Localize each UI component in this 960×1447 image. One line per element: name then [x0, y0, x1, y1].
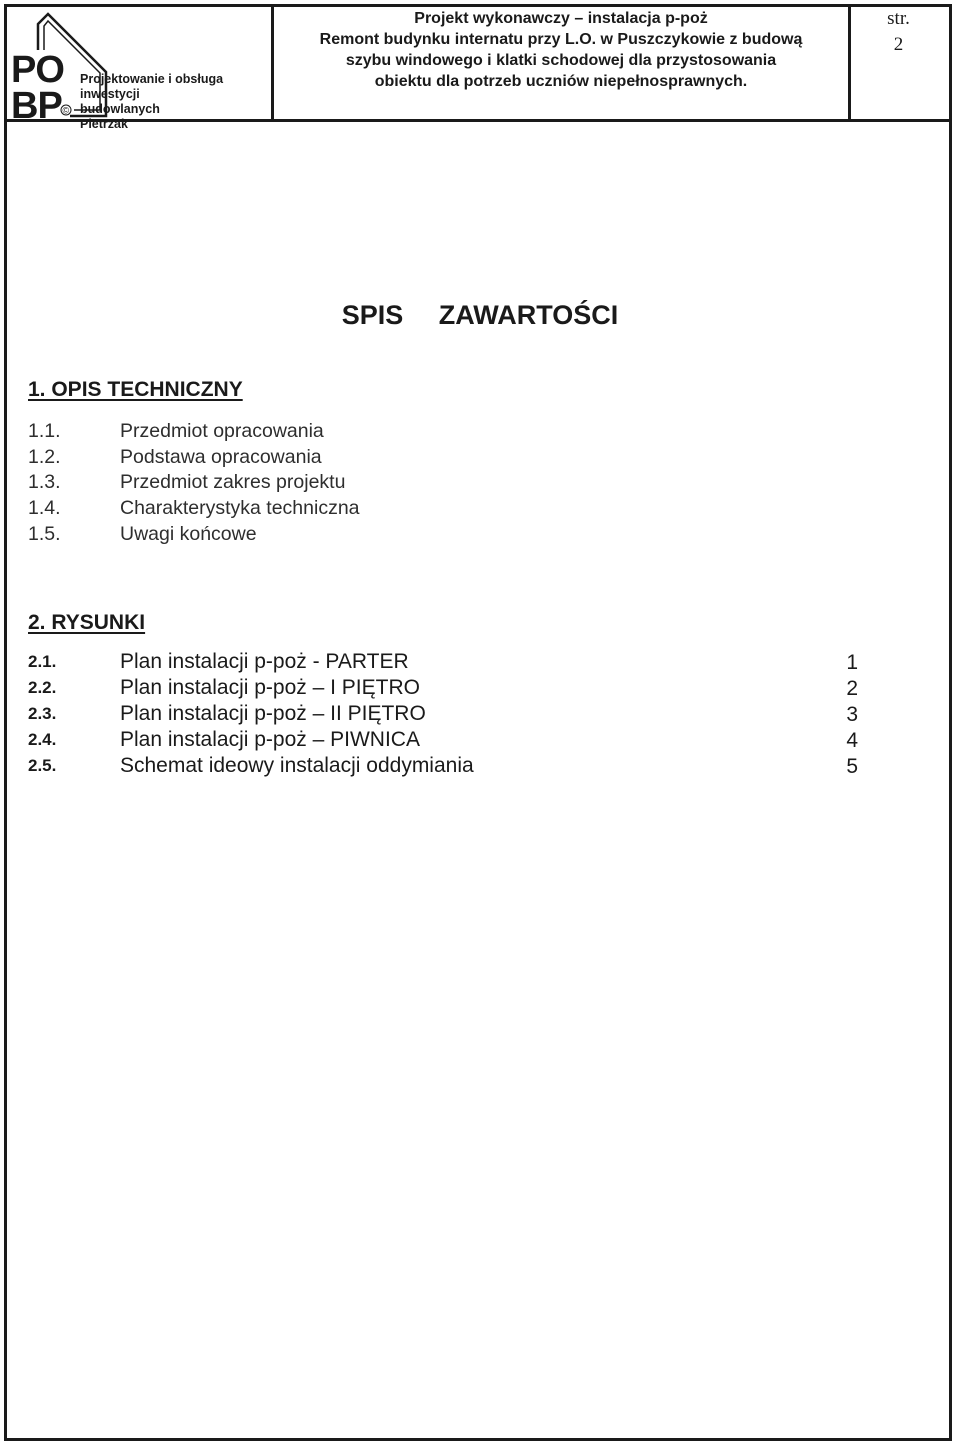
toc-item — [28, 651, 868, 677]
toc-item — [28, 471, 868, 497]
toc-item-label: Plan instalacji p-poż – II PIĘTRO — [120, 702, 426, 725]
page-label: str. — [887, 8, 910, 29]
toc-item-number: 2.3. — [28, 704, 57, 723]
logo-letters-bottom: BP — [11, 85, 62, 118]
toc-item-label: Przedmiot opracowania — [120, 420, 324, 442]
project-title-cell — [274, 4, 851, 119]
toc-item-label: Plan instalacji p-poż - PARTER — [120, 650, 409, 673]
toc-item-page: 3 — [846, 703, 858, 726]
toc-item-label: Podstawa opracowania — [120, 446, 322, 468]
toc-item-label: Plan instalacji p-poż – I PIĘTRO — [120, 676, 420, 699]
logo-cell — [4, 4, 274, 131]
title-block — [4, 4, 952, 131]
toc-item — [28, 497, 868, 523]
toc-item-number: 2.2. — [28, 678, 57, 697]
page-number: 2 — [893, 34, 904, 55]
toc-item-page: 2 — [846, 677, 858, 700]
project-title-line: Projekt wykonawczy – instalacja p-poż — [414, 10, 708, 27]
company-line: Pietrzak — [80, 117, 128, 131]
toc-item-number: 1.2. — [28, 446, 61, 468]
company-name — [80, 72, 271, 132]
logo-letters-top: PO — [11, 49, 64, 91]
section-heading-opis: 1. OPIS TECHNICZNY — [28, 378, 243, 401]
toc-item — [28, 523, 868, 549]
toc-item-label: Charakterystyka techniczna — [120, 497, 360, 519]
toc-item-label: Przedmiot zakres projektu — [120, 471, 346, 493]
toc-item-number: 2.5. — [28, 756, 57, 775]
toc-item-page: 1 — [846, 651, 858, 674]
project-title-line: obiektu dla potrzeb uczniów niepełnosprawnych. — [374, 73, 748, 90]
toc-item-label: Plan instalacji p-poż – PIWNICA — [120, 728, 420, 751]
company-line: Projektowanie i obsługa inwestycji — [80, 72, 224, 101]
toc-item-label: Schemat ideowy instalacji oddymiania — [120, 754, 474, 777]
toc-item-number: 1.4. — [28, 497, 61, 519]
page-number-cell — [851, 4, 946, 119]
project-title-line: Remont budynku internatu przy L.O. w Puszczykowie z budową — [319, 31, 803, 48]
toc-item-page: 5 — [846, 755, 858, 778]
project-title — [274, 8, 848, 92]
toc-item — [28, 703, 868, 729]
toc-item — [28, 677, 868, 703]
company-line: budowlanych — [80, 102, 160, 116]
toc-item — [28, 420, 868, 446]
toc-item — [28, 755, 868, 781]
toc-item — [28, 729, 868, 755]
toc-item-number: 2.4. — [28, 730, 57, 749]
toc-item-number: 1.5. — [28, 523, 61, 545]
document-title: SPIS ZAWARTOŚCI — [341, 300, 619, 330]
toc-item-number: 1.1. — [28, 420, 61, 442]
toc-item-number: 1.3. — [28, 471, 61, 493]
copyright-mark: © — [62, 105, 70, 116]
toc-item — [28, 446, 868, 472]
toc-item-number: 2.1. — [28, 652, 57, 671]
toc-item-page: 4 — [846, 729, 858, 752]
toc-item-label: Uwagi końcowe — [120, 523, 257, 545]
section-heading-rysunki: 2. RYSUNKI — [28, 611, 146, 634]
project-title-line: szybu windowego i klatki schodowej dla przystosowania — [345, 52, 777, 69]
